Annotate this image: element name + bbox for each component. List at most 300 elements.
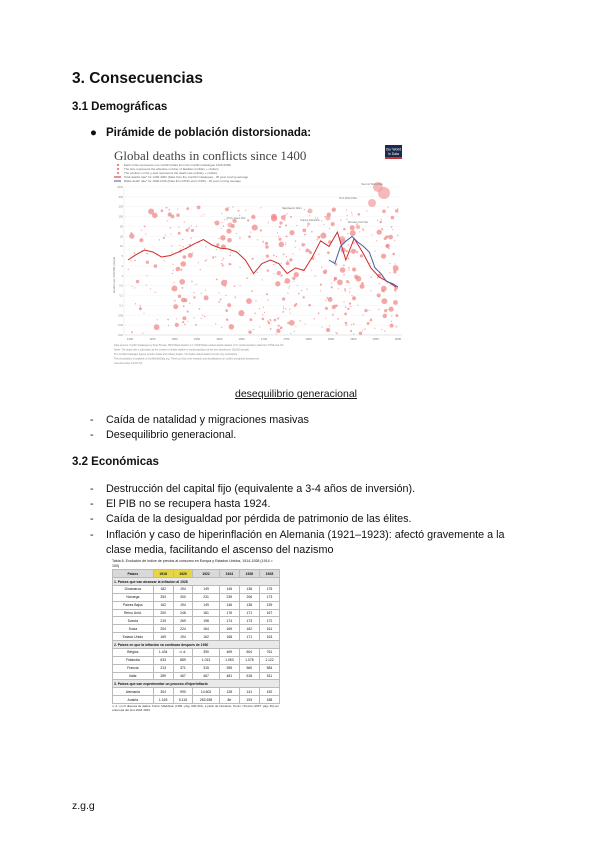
conflict-bubble <box>349 291 350 292</box>
conflict-deaths-figure <box>110 143 404 373</box>
conflict-bubble <box>346 210 347 211</box>
conflict-bubble <box>131 331 133 333</box>
conflict-bubble <box>290 216 292 218</box>
conflict-bubble <box>239 237 241 239</box>
chart-note: This visualization is available at OurWorldInData.org. There you find more research and visualizations on conflict and global development. <box>114 357 260 361</box>
conflict-bubble <box>277 271 281 275</box>
table-row-label: Francia <box>113 664 154 672</box>
y-tick-label: 1000 <box>117 186 123 189</box>
conflict-bubble <box>394 266 395 267</box>
conflict-bubble <box>268 222 269 223</box>
conflict-bubble <box>304 244 305 245</box>
conflict-bubble <box>391 226 393 228</box>
table-row <box>113 617 280 625</box>
conflict-bubble <box>348 258 350 260</box>
conflict-bubble <box>232 206 233 207</box>
conflict-bubble <box>199 308 201 310</box>
conflict-bubble <box>221 263 223 265</box>
conflict-bubble <box>301 243 304 246</box>
table-row <box>113 601 280 609</box>
table-cell: 467 <box>173 672 193 680</box>
conflict-bubble <box>255 300 256 301</box>
table-row-label: Suecia <box>113 617 154 625</box>
legend-entry: Total deaths rate* for 1400-2000 (Data from the Conflict Catalogue) - 25 year moving average <box>124 175 249 179</box>
conflict-bubble <box>217 245 218 246</box>
conflict-bubble <box>205 289 206 290</box>
x-tick-label: 1900 <box>350 337 357 341</box>
conflict-bubble <box>378 309 379 310</box>
conflict-bubble <box>201 318 202 319</box>
conflict-bubble <box>285 278 291 284</box>
conflict-bubble <box>305 248 309 252</box>
conflict-bubble <box>236 233 237 234</box>
conflict-bubble <box>348 244 349 245</box>
chart-note: Data sources: Conflict Catalogue by Peter Brecke; PRIO Battle Deaths 3.1; UCDP Battle-related deaths dataset v.5.0; world population data from HYDE and UN. <box>114 344 284 347</box>
y-tick-label: 50 <box>120 225 123 229</box>
conflict-bubble <box>351 324 352 325</box>
y-tick-label: 0.5 <box>119 284 123 288</box>
conflict-bubble <box>292 253 293 254</box>
conflict-bubble <box>275 281 280 286</box>
table-cell: 1.053 <box>219 656 239 664</box>
table-cell: 239 <box>219 593 239 601</box>
conflict-bubble <box>261 279 262 280</box>
chart-note: The Conflict Catalogue figures include civilian and military deaths. The battle related deaths include only combatants. <box>114 353 238 356</box>
conflict-bubble <box>389 272 390 273</box>
list-item: - Caída de natalidad y migraciones masivas <box>90 413 530 428</box>
table-row <box>113 585 280 593</box>
conflict-bubble <box>176 318 177 319</box>
conflict-bubble <box>264 312 265 313</box>
demographic-consequences-list <box>90 413 530 443</box>
conflict-bubble <box>221 222 222 223</box>
conflict-bubble <box>154 324 160 330</box>
conflict-bubble <box>234 285 236 287</box>
conflict-bubble <box>184 324 186 326</box>
conflict-bubble <box>370 290 371 291</box>
conflict-bubble <box>390 284 391 285</box>
conflict-bubble <box>283 253 285 255</box>
table-section-row <box>113 680 280 688</box>
conflict-bubble <box>181 298 186 303</box>
conflict-bubble <box>336 332 338 334</box>
conflict-bubble <box>154 264 158 268</box>
conflict-bubble <box>320 284 322 286</box>
conflict-bubble <box>173 304 178 309</box>
conflict-bubble <box>345 322 348 325</box>
owid-logo-line1: Our World <box>385 147 402 152</box>
figure-caption: desequilibrio generacional <box>235 388 358 400</box>
conflict-bubble <box>294 304 297 307</box>
table-row <box>113 593 280 601</box>
conflict-bubble <box>193 317 194 318</box>
table-cell: 146 <box>219 601 239 609</box>
conflict-bubble <box>191 281 193 283</box>
x-tick-label: 1550 <box>193 337 201 341</box>
y-tick-label: 5 <box>121 255 123 259</box>
y-tick-label: 200 <box>118 205 123 209</box>
table-row-label: Noruega <box>113 593 154 601</box>
chart-note: Notes: The death rate is calculated as the number of deaths relative to world population at the time (deaths per 100,000 people). <box>114 348 250 352</box>
conflict-bubble <box>385 235 388 238</box>
conflict-bubble <box>191 229 194 232</box>
table-row <box>113 696 280 704</box>
conflict-bubble <box>369 263 370 264</box>
conflict-bubble <box>350 230 356 236</box>
table-row <box>113 609 280 617</box>
conflict-bubble <box>250 231 251 232</box>
conflict-bubble <box>274 319 277 322</box>
table-cell: 1.163 <box>153 696 173 704</box>
conflict-bubble <box>259 326 260 327</box>
chart-annotation: Second World War <box>361 183 383 186</box>
conflict-bubble <box>343 274 345 276</box>
table-cell: 182 <box>153 585 173 593</box>
conflict-bubble <box>130 260 131 261</box>
conflict-bubble <box>182 239 183 240</box>
conflict-bubble <box>369 310 370 311</box>
conflict-bubble <box>384 331 385 332</box>
conflict-bubble <box>351 249 356 254</box>
conflict-bubble <box>289 320 295 326</box>
conflict-bubble <box>348 267 350 269</box>
conflict-bubble <box>180 248 181 249</box>
conflict-bubble <box>155 292 156 293</box>
conflict-deaths-chart <box>110 143 404 373</box>
y-tick-label: 2 <box>121 264 123 268</box>
conflict-bubble <box>198 262 199 263</box>
conflict-bubble <box>226 280 227 281</box>
conflict-bubble <box>307 223 310 226</box>
conflict-bubble <box>377 293 381 297</box>
conflict-bubble <box>230 251 231 252</box>
conflict-bubble <box>286 213 287 214</box>
conflict-bubble <box>304 209 305 210</box>
table-cell: 149 <box>193 585 220 593</box>
conflict-bubble <box>350 225 355 230</box>
conflict-bubble <box>225 208 229 212</box>
conflict-bubble <box>223 225 224 226</box>
inflation-table <box>112 569 280 704</box>
conflict-bubble <box>166 207 168 209</box>
conflict-bubble <box>282 311 284 313</box>
conflict-bubble <box>290 313 291 314</box>
conflict-bubble <box>289 258 292 261</box>
table-cell: 633 <box>153 656 173 664</box>
conflict-bubble <box>381 289 384 292</box>
conflict-bubble <box>171 289 172 290</box>
conflict-bubble <box>332 314 334 316</box>
conflict-bubble <box>325 307 328 310</box>
table-cell: 315 <box>193 664 220 672</box>
x-tick-label: 1850 <box>327 337 335 341</box>
table-row-label: Dinamarca <box>113 585 154 593</box>
conflict-bubble <box>393 300 398 305</box>
conflict-bubble <box>175 300 176 301</box>
conflict-bubble <box>327 251 330 254</box>
conflict-bubble <box>325 300 326 301</box>
list-item: - Caída de la desigualdad por pérdida de patrimonio de las élites. <box>90 512 530 527</box>
table-header-cell: 1928 <box>259 570 279 578</box>
table-row-label: Bélgica <box>113 648 154 656</box>
conflict-bubble <box>229 324 235 330</box>
conflict-bubble <box>177 208 178 209</box>
conflict-bubble <box>349 269 350 270</box>
conflict-bubble <box>239 250 240 251</box>
conflict-bubble <box>170 233 171 234</box>
conflict-bubble <box>349 302 351 304</box>
conflict-bubble <box>349 288 350 289</box>
conflict-bubble <box>176 213 180 217</box>
conflict-bubble <box>334 280 336 282</box>
table-header-cell: 1920 <box>173 570 193 578</box>
conflict-bubble <box>171 245 172 246</box>
conflict-bubble <box>279 226 281 228</box>
legend-entry: The size represents the absolute number of fatalities (military + civilian) <box>124 167 219 171</box>
conflict-bubble <box>189 303 190 304</box>
conflict-bubble <box>394 263 395 264</box>
conflict-bubble <box>327 298 328 299</box>
table-header-cell: 1924 <box>219 570 239 578</box>
economic-consequences-list <box>90 482 530 558</box>
table-header-cell: 1926 <box>239 570 259 578</box>
conflict-bubble <box>268 322 270 324</box>
conflict-bubble <box>246 277 248 279</box>
conflict-bubble <box>390 324 394 328</box>
conflict-bubble <box>340 219 341 220</box>
table-cell: 149 <box>193 601 220 609</box>
conflict-bubble <box>285 244 286 245</box>
conflict-bubble <box>182 321 184 323</box>
conflict-bubble <box>173 282 174 283</box>
conflict-bubble <box>167 220 168 221</box>
conflict-bubble <box>388 235 393 240</box>
table-cell: 206 <box>239 593 259 601</box>
table-cell: 390 <box>193 648 220 656</box>
table-cell: 163 <box>259 633 279 641</box>
conflict-bubble <box>129 233 134 238</box>
table-cell: 176 <box>219 609 239 617</box>
conflict-bubble <box>376 240 377 241</box>
conflict-bubble <box>143 313 144 314</box>
table-cell: 169 <box>153 633 173 641</box>
conflict-bubble <box>317 239 318 240</box>
conflict-bubble <box>332 208 336 212</box>
conflict-bubble <box>363 230 364 231</box>
conflict-bubble <box>350 306 351 307</box>
conflict-bubble <box>253 329 254 330</box>
conflict-bubble <box>317 236 320 239</box>
conflict-bubble <box>180 269 182 271</box>
conflict-bubble <box>252 225 258 231</box>
conflict-bubble <box>281 215 286 220</box>
conflict-bubble <box>276 256 277 257</box>
table-cell: 604 <box>239 648 259 656</box>
conflict-bubble <box>239 267 240 268</box>
conflict-bubble <box>266 293 268 295</box>
legend-bubble-icon <box>117 168 119 170</box>
table-cell: 395 <box>219 664 239 672</box>
conflict-bubble <box>222 264 224 266</box>
conflict-bubble <box>172 273 173 274</box>
conflict-bubble <box>362 228 363 229</box>
conflict-bubble <box>370 319 373 322</box>
conflict-bubble <box>187 310 189 312</box>
conflict-bubble <box>172 252 173 253</box>
conflict-bubble <box>260 229 262 231</box>
table-cell: 162 <box>153 601 173 609</box>
conflict-bubble <box>204 316 206 318</box>
conflict-bubble <box>192 252 193 253</box>
conflict-bubble <box>301 290 302 291</box>
conflict-bubble <box>344 290 346 292</box>
conflict-bubble <box>331 286 333 288</box>
table-cell: 469 <box>219 648 239 656</box>
table-cell: 14.602 <box>193 688 220 696</box>
conflict-bubble <box>346 325 347 326</box>
table-cell: 761 <box>259 648 279 656</box>
conflict-bubble <box>182 316 186 320</box>
table-cell: 152 <box>259 688 279 696</box>
conflict-bubble <box>167 319 169 321</box>
conflict-bubble <box>215 221 220 226</box>
table-cell: 171 <box>239 609 259 617</box>
conflict-bubble <box>318 312 320 314</box>
conflict-bubble <box>190 225 191 226</box>
conflict-bubble <box>307 288 308 289</box>
conflict-bubble <box>229 254 231 256</box>
conflict-bubble <box>334 277 336 279</box>
conflict-bubble <box>307 225 309 227</box>
table-cell: 289 <box>153 672 173 680</box>
table-title: Tabla 6. Evolución de índice de precios al consumo en Europa y Estados Unidos, 1914-1928 (1914 = 100) <box>112 559 273 568</box>
conflict-bubble <box>323 224 324 225</box>
conflict-bubble <box>349 282 350 283</box>
conflict-bubble <box>280 263 281 264</box>
conflict-bubble <box>289 309 290 310</box>
table-row <box>113 648 280 656</box>
table-cell: 188 <box>259 696 279 704</box>
conflict-bubble <box>248 235 251 238</box>
conflict-bubble <box>221 228 222 229</box>
conflict-bubble <box>331 222 335 226</box>
conflict-bubble <box>228 263 230 265</box>
bullet-pyramid-text: Pirámide de población distorsionada: <box>106 127 312 139</box>
x-tick-label: 2000 <box>394 337 402 341</box>
conflict-bubble <box>293 331 294 332</box>
conflict-bubble <box>134 252 136 254</box>
conflict-bubble <box>395 314 398 317</box>
conflict-bubble <box>170 227 171 228</box>
conflict-bubble <box>184 222 185 223</box>
conflict-bubble <box>311 231 313 233</box>
x-tick-label: 1800 <box>305 337 312 341</box>
conflict-bubble <box>347 308 349 310</box>
table-cell: 194 <box>173 601 193 609</box>
inflation-table-figure <box>110 558 282 752</box>
conflict-bubble <box>222 260 223 261</box>
list-item: - Destrucción del capital fijo (equivalente a 3-4 años de inversión). <box>90 482 530 497</box>
conflict-bubble <box>345 306 347 308</box>
conflict-bubble <box>245 210 246 211</box>
conflict-bubble <box>195 324 197 326</box>
conflict-bubble <box>389 263 390 264</box>
conflict-bubble <box>248 330 251 333</box>
conflict-bubble <box>288 287 289 288</box>
conflict-bubble <box>176 267 181 272</box>
conflict-bubble <box>381 219 382 220</box>
x-tick-label: 1450 <box>149 337 156 341</box>
conflict-bubble <box>381 329 382 330</box>
y-tick-label: 0.1 <box>119 304 123 308</box>
conflict-bubble <box>240 285 241 286</box>
table-cell: 173 <box>259 593 279 601</box>
x-tick-label: 1400 <box>126 337 134 341</box>
chart-annotation: Thirty Years War <box>226 217 246 220</box>
conflict-bubble <box>266 254 269 257</box>
conflict-bubble <box>309 215 310 216</box>
conflict-bubble <box>285 242 286 243</box>
conflict-bubble <box>273 264 274 265</box>
conflict-bubble <box>321 220 322 221</box>
conflict-bubble <box>165 235 166 236</box>
conflict-bubble <box>360 284 365 289</box>
table-cell: 224 <box>173 625 193 633</box>
conflict-bubble <box>393 270 396 273</box>
y-tick-label: 10 <box>120 245 123 249</box>
conflict-bubble <box>249 318 252 321</box>
table-cell: 200 <box>153 609 173 617</box>
conflict-bubble <box>352 296 356 300</box>
conflict-bubble <box>216 278 218 280</box>
chart-y-label: Deaths per 100,000 people <box>112 256 116 293</box>
conflict-bubble-large <box>326 216 331 221</box>
conflict-bubble <box>267 269 269 271</box>
table-cell: 213 <box>153 664 173 672</box>
conflict-bubble <box>187 321 188 322</box>
conflict-bubble <box>297 285 298 286</box>
conflict-bubble <box>387 283 388 284</box>
table-cell: 204 <box>153 625 173 633</box>
conflict-bubble <box>183 255 187 259</box>
conflict-bubble <box>285 215 286 216</box>
conflict-bubble <box>238 210 240 212</box>
conflict-bubble <box>280 274 282 276</box>
conflict-bubble <box>173 270 174 271</box>
table-cell: 164 <box>193 625 220 633</box>
conflict-bubble <box>218 238 219 239</box>
conflict-bubble <box>367 322 370 325</box>
conflict-bubble <box>142 332 143 333</box>
conflict-bubble <box>331 283 332 284</box>
y-tick-label: 500 <box>118 195 123 199</box>
conflict-bubble <box>279 221 282 224</box>
conflict-bubble <box>299 249 300 250</box>
table-cell: 8e <box>219 696 239 704</box>
y-tick-label: 0.05 <box>117 314 123 318</box>
conflict-bubble <box>144 225 146 227</box>
table-cell: 263.938 <box>193 696 220 704</box>
x-tick-label: 1650 <box>238 337 245 341</box>
table-header-row <box>113 570 280 578</box>
conflict-bubble <box>320 290 321 291</box>
conflict-bubble <box>296 225 297 226</box>
chart-annotation: First World War <box>339 197 357 200</box>
conflict-bubble <box>353 323 355 325</box>
conflict-bubble <box>225 295 226 296</box>
table-cell: 269 <box>173 617 193 625</box>
chart-annotation: Napoleonic Wars <box>282 207 302 210</box>
